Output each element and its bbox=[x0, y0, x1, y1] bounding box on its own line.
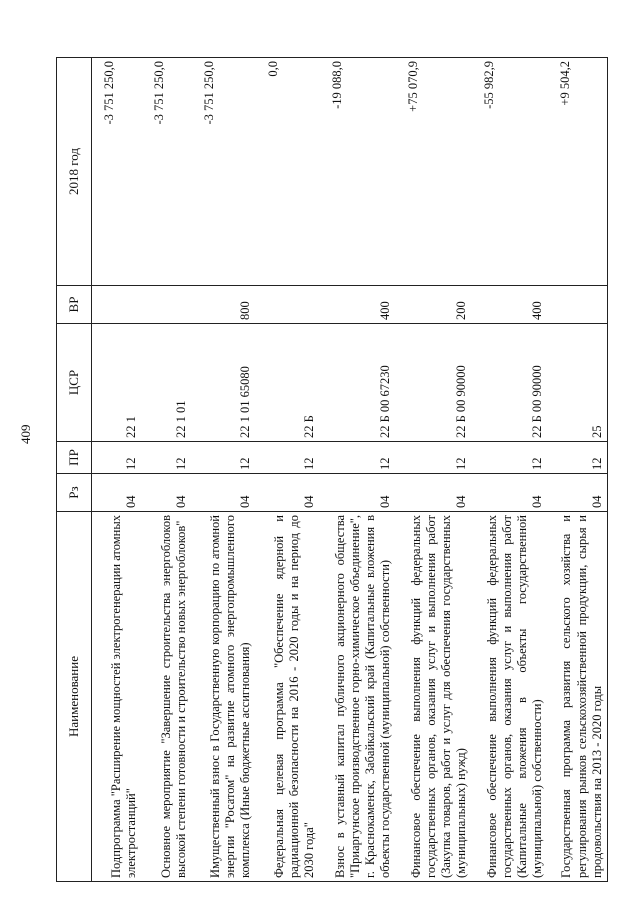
table-header-row bbox=[57, 58, 92, 882]
budget-table bbox=[56, 57, 608, 882]
header-pr: ПР bbox=[57, 442, 92, 474]
row-rz: 04 bbox=[92, 474, 142, 512]
row-rz: 04 bbox=[256, 474, 320, 512]
table-row bbox=[92, 58, 142, 882]
row-pr: 12 bbox=[92, 442, 142, 474]
row-amount: -3 751 250,0 bbox=[92, 58, 142, 286]
row-csr: 22 1 01 65080 bbox=[192, 324, 256, 442]
row-pr: 12 bbox=[320, 442, 396, 474]
row-name: Основное мероприятие "Завершение строительства энергоблоков высокой степени готовности и строительство новых энергоблоков" bbox=[142, 512, 192, 882]
header-csr: ЦСР bbox=[57, 324, 92, 442]
header-rz: Рз bbox=[57, 474, 92, 512]
table-row bbox=[320, 58, 396, 882]
row-csr: 22 Б bbox=[256, 324, 320, 442]
row-vr: 400 bbox=[472, 286, 548, 324]
row-rz: 04 bbox=[548, 474, 608, 512]
table-row bbox=[548, 58, 608, 882]
row-csr: 22 Б 00 90000 bbox=[472, 324, 548, 442]
row-vr bbox=[548, 286, 608, 324]
row-rz: 04 bbox=[192, 474, 256, 512]
header-year: 2018 год bbox=[57, 58, 92, 286]
row-pr: 12 bbox=[396, 442, 472, 474]
row-name: Федеральная целевая программа "Обеспечение ядерной и радиационной безопасности на 2016 - 2020 годы и на период до 2030 года" bbox=[256, 512, 320, 882]
row-name: Финансовое обеспечение выполнения функций федеральных государственных органов, оказания услуг и выполнения работ (Капитальные вложения в объекты государственной (муниципальной) собственности) bbox=[472, 512, 548, 882]
row-csr: 22 1 bbox=[92, 324, 142, 442]
row-name: Финансовое обеспечение выполнения функций федеральных государственных органов, оказания услуг и выполнения работ (Закупка товаров, работ и услуг для обеспечения государственных (муниципальных) нужд) bbox=[396, 512, 472, 882]
row-vr bbox=[142, 286, 192, 324]
row-amount: -3 751 250,0 bbox=[192, 58, 256, 286]
row-name: Подпрограмма "Расширение мощностей электрогенерации атомных электростанций" bbox=[92, 512, 142, 882]
row-vr: 200 bbox=[396, 286, 472, 324]
row-name: Государственная программа развития сельского хозяйства и регулирования рынков сельскохозяйственной продукции, сырья и продовольствия на 2013 - 2020 годы bbox=[548, 512, 608, 882]
row-pr: 12 bbox=[548, 442, 608, 474]
row-amount: 0,0 bbox=[256, 58, 320, 286]
row-name: Имущественный взнос в Государственную корпорацию по атомной энергии "Росатом" на развитие атомного энергопромышленного комплекса (Иные бюджетные ассигнования) bbox=[192, 512, 256, 882]
table-row bbox=[256, 58, 320, 882]
row-csr: 25 bbox=[548, 324, 608, 442]
row-vr bbox=[92, 286, 142, 324]
row-amount: -19 088,0 bbox=[320, 58, 396, 286]
row-csr: 22 1 01 bbox=[142, 324, 192, 442]
row-csr: 22 Б 00 67230 bbox=[320, 324, 396, 442]
table-row bbox=[396, 58, 472, 882]
row-amount: -55 982,9 bbox=[472, 58, 548, 286]
row-rz: 04 bbox=[396, 474, 472, 512]
row-amount: -3 751 250,0 bbox=[142, 58, 192, 286]
table-row bbox=[192, 58, 256, 882]
row-vr: 400 bbox=[320, 286, 396, 324]
row-rz: 04 bbox=[142, 474, 192, 512]
row-pr: 12 bbox=[256, 442, 320, 474]
row-vr bbox=[256, 286, 320, 324]
row-csr: 22 Б 00 90000 bbox=[396, 324, 472, 442]
row-amount: +9 504,2 bbox=[548, 58, 608, 286]
table-row bbox=[472, 58, 548, 882]
row-name: Взнос в уставный капитал публичного акционерного общества "Приаргунское производственное горно-химическое объединение", г. Краснокаменск, Забайкальский край (Капитальные вложения в объекты государственной (муниципальной) собственности) bbox=[320, 512, 396, 882]
row-pr: 12 bbox=[192, 442, 256, 474]
row-vr: 800 bbox=[192, 286, 256, 324]
row-pr: 12 bbox=[142, 442, 192, 474]
page-number: 409 bbox=[18, 424, 33, 444]
row-rz: 04 bbox=[472, 474, 548, 512]
row-pr: 12 bbox=[472, 442, 548, 474]
header-vr: ВР bbox=[57, 286, 92, 324]
table-row bbox=[142, 58, 192, 882]
row-amount: +75 070,9 bbox=[396, 58, 472, 286]
row-rz: 04 bbox=[320, 474, 396, 512]
budget-table-container bbox=[56, 58, 604, 882]
header-name: Наименование bbox=[57, 512, 92, 882]
